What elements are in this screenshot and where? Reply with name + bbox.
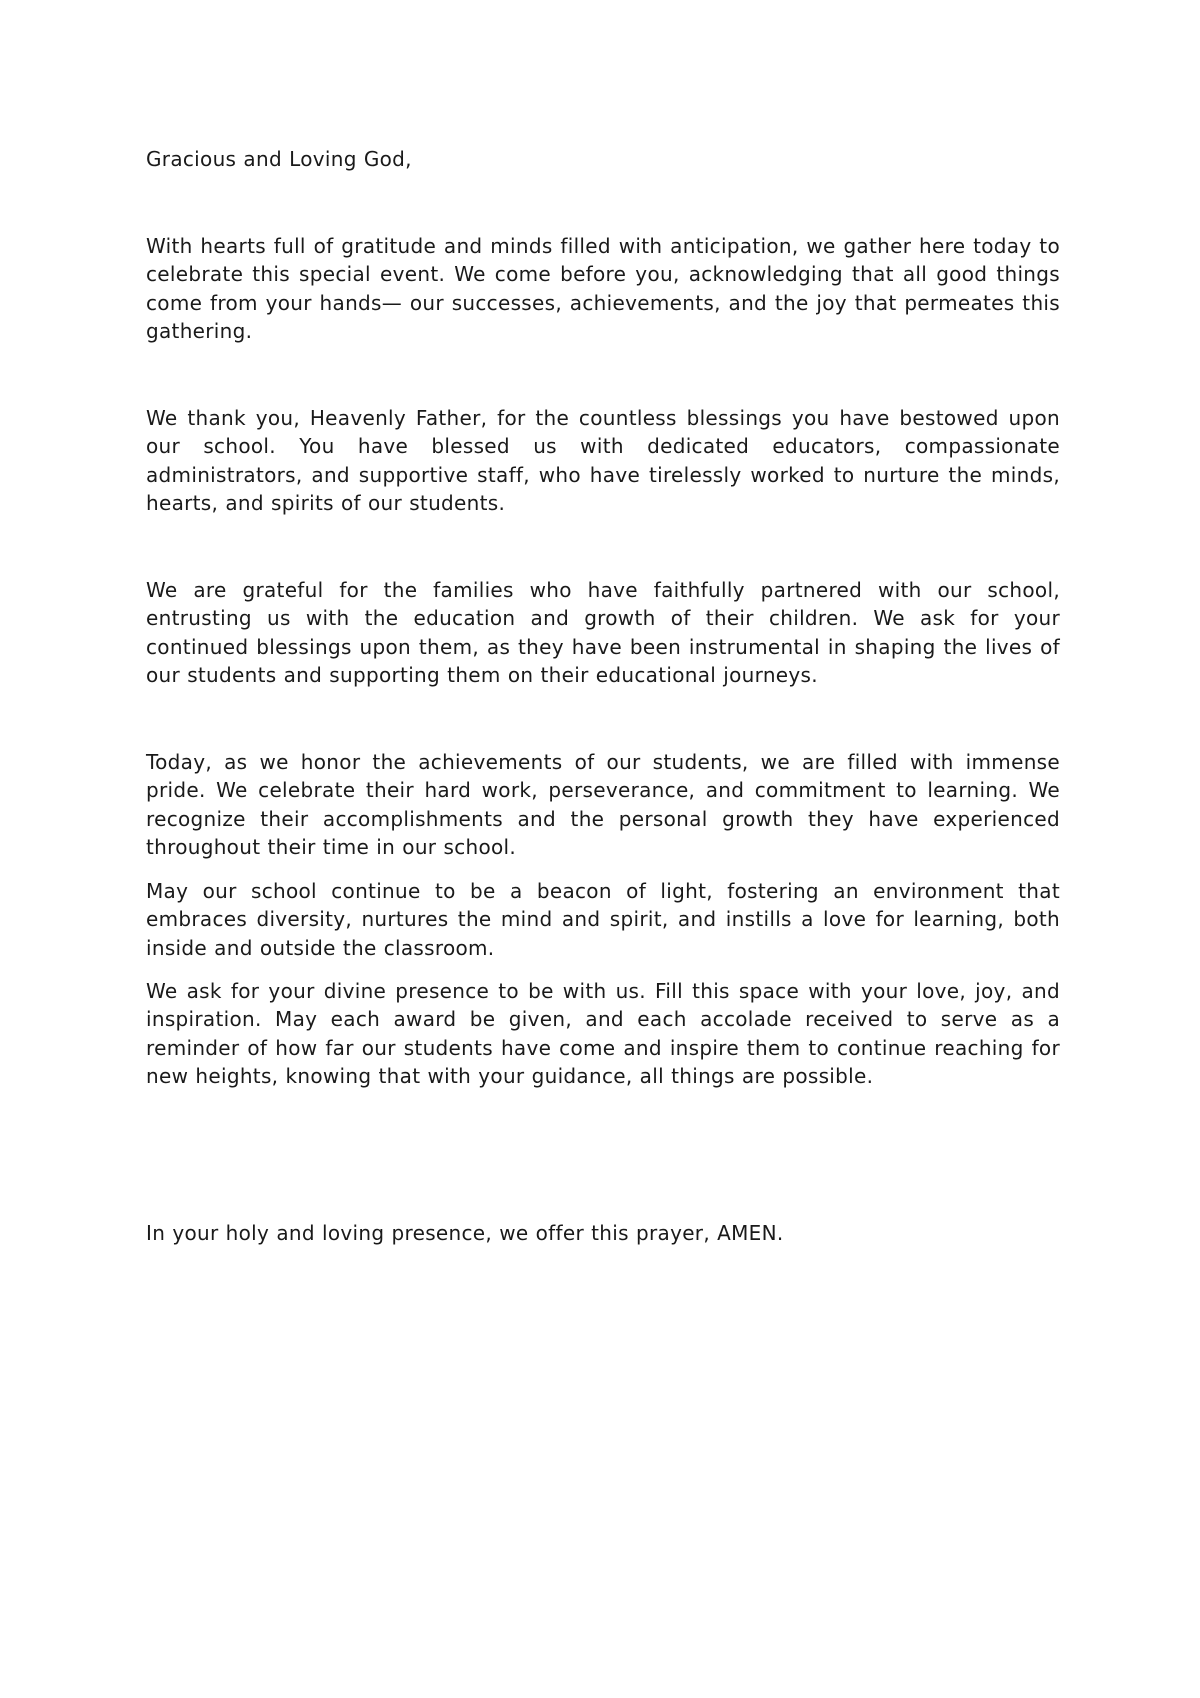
paragraph-divine-presence: We ask for your divine presence to be with us. Fill this space with your love, joy, and inspiration. May each award be given, and each accolade received to serve as a reminder of how far our students have come and inspire them to continue reaching for new heights, knowing that with your guidance, all things are possible. <box>146 979 1060 1089</box>
paragraph-achievements: Today, as we honor the achievements of our students, we are filled with immense pride. We celebrate their hard work, perseverance, and commitment to learning. We recognize their accomplishments and the personal growth they have experienced throughout their time in our school. <box>146 750 1060 860</box>
paragraph-families: We are grateful for the families who have faithfully partnered with our school, entrusting us with the education and growth of their children. We ask for your continued blessings upon them, as they have been instrumental in shaping the lives of our students and supporting them on their educational journeys. <box>146 578 1060 688</box>
paragraph-gratitude: With hearts full of gratitude and minds filled with anticipation, we gather here today to celebrate this special event. We come before you, acknowledging that all good things come from your hands— our successes, achievements, and the joy that permeates this gathering. <box>146 234 1060 344</box>
closing-line: In your holy and loving presence, we offer this prayer, AMEN. <box>146 1221 784 1245</box>
paragraph-beacon: May our school continue to be a beacon of light, fostering an environment that embraces diversity, nurtures the mind and spirit, and instills a love for learning, both inside and outside the classroom. <box>146 879 1060 960</box>
paragraph-thanks-staff: We thank you, Heavenly Father, for the countless blessings you have bestowed upon our school. You have blessed us with dedicated educators, compassionate administrators, and supportive staff, who have tirelessly worked to nurture the minds, hearts, and spirits of our students. <box>146 406 1060 516</box>
salutation: Gracious and Loving God, <box>146 147 412 171</box>
